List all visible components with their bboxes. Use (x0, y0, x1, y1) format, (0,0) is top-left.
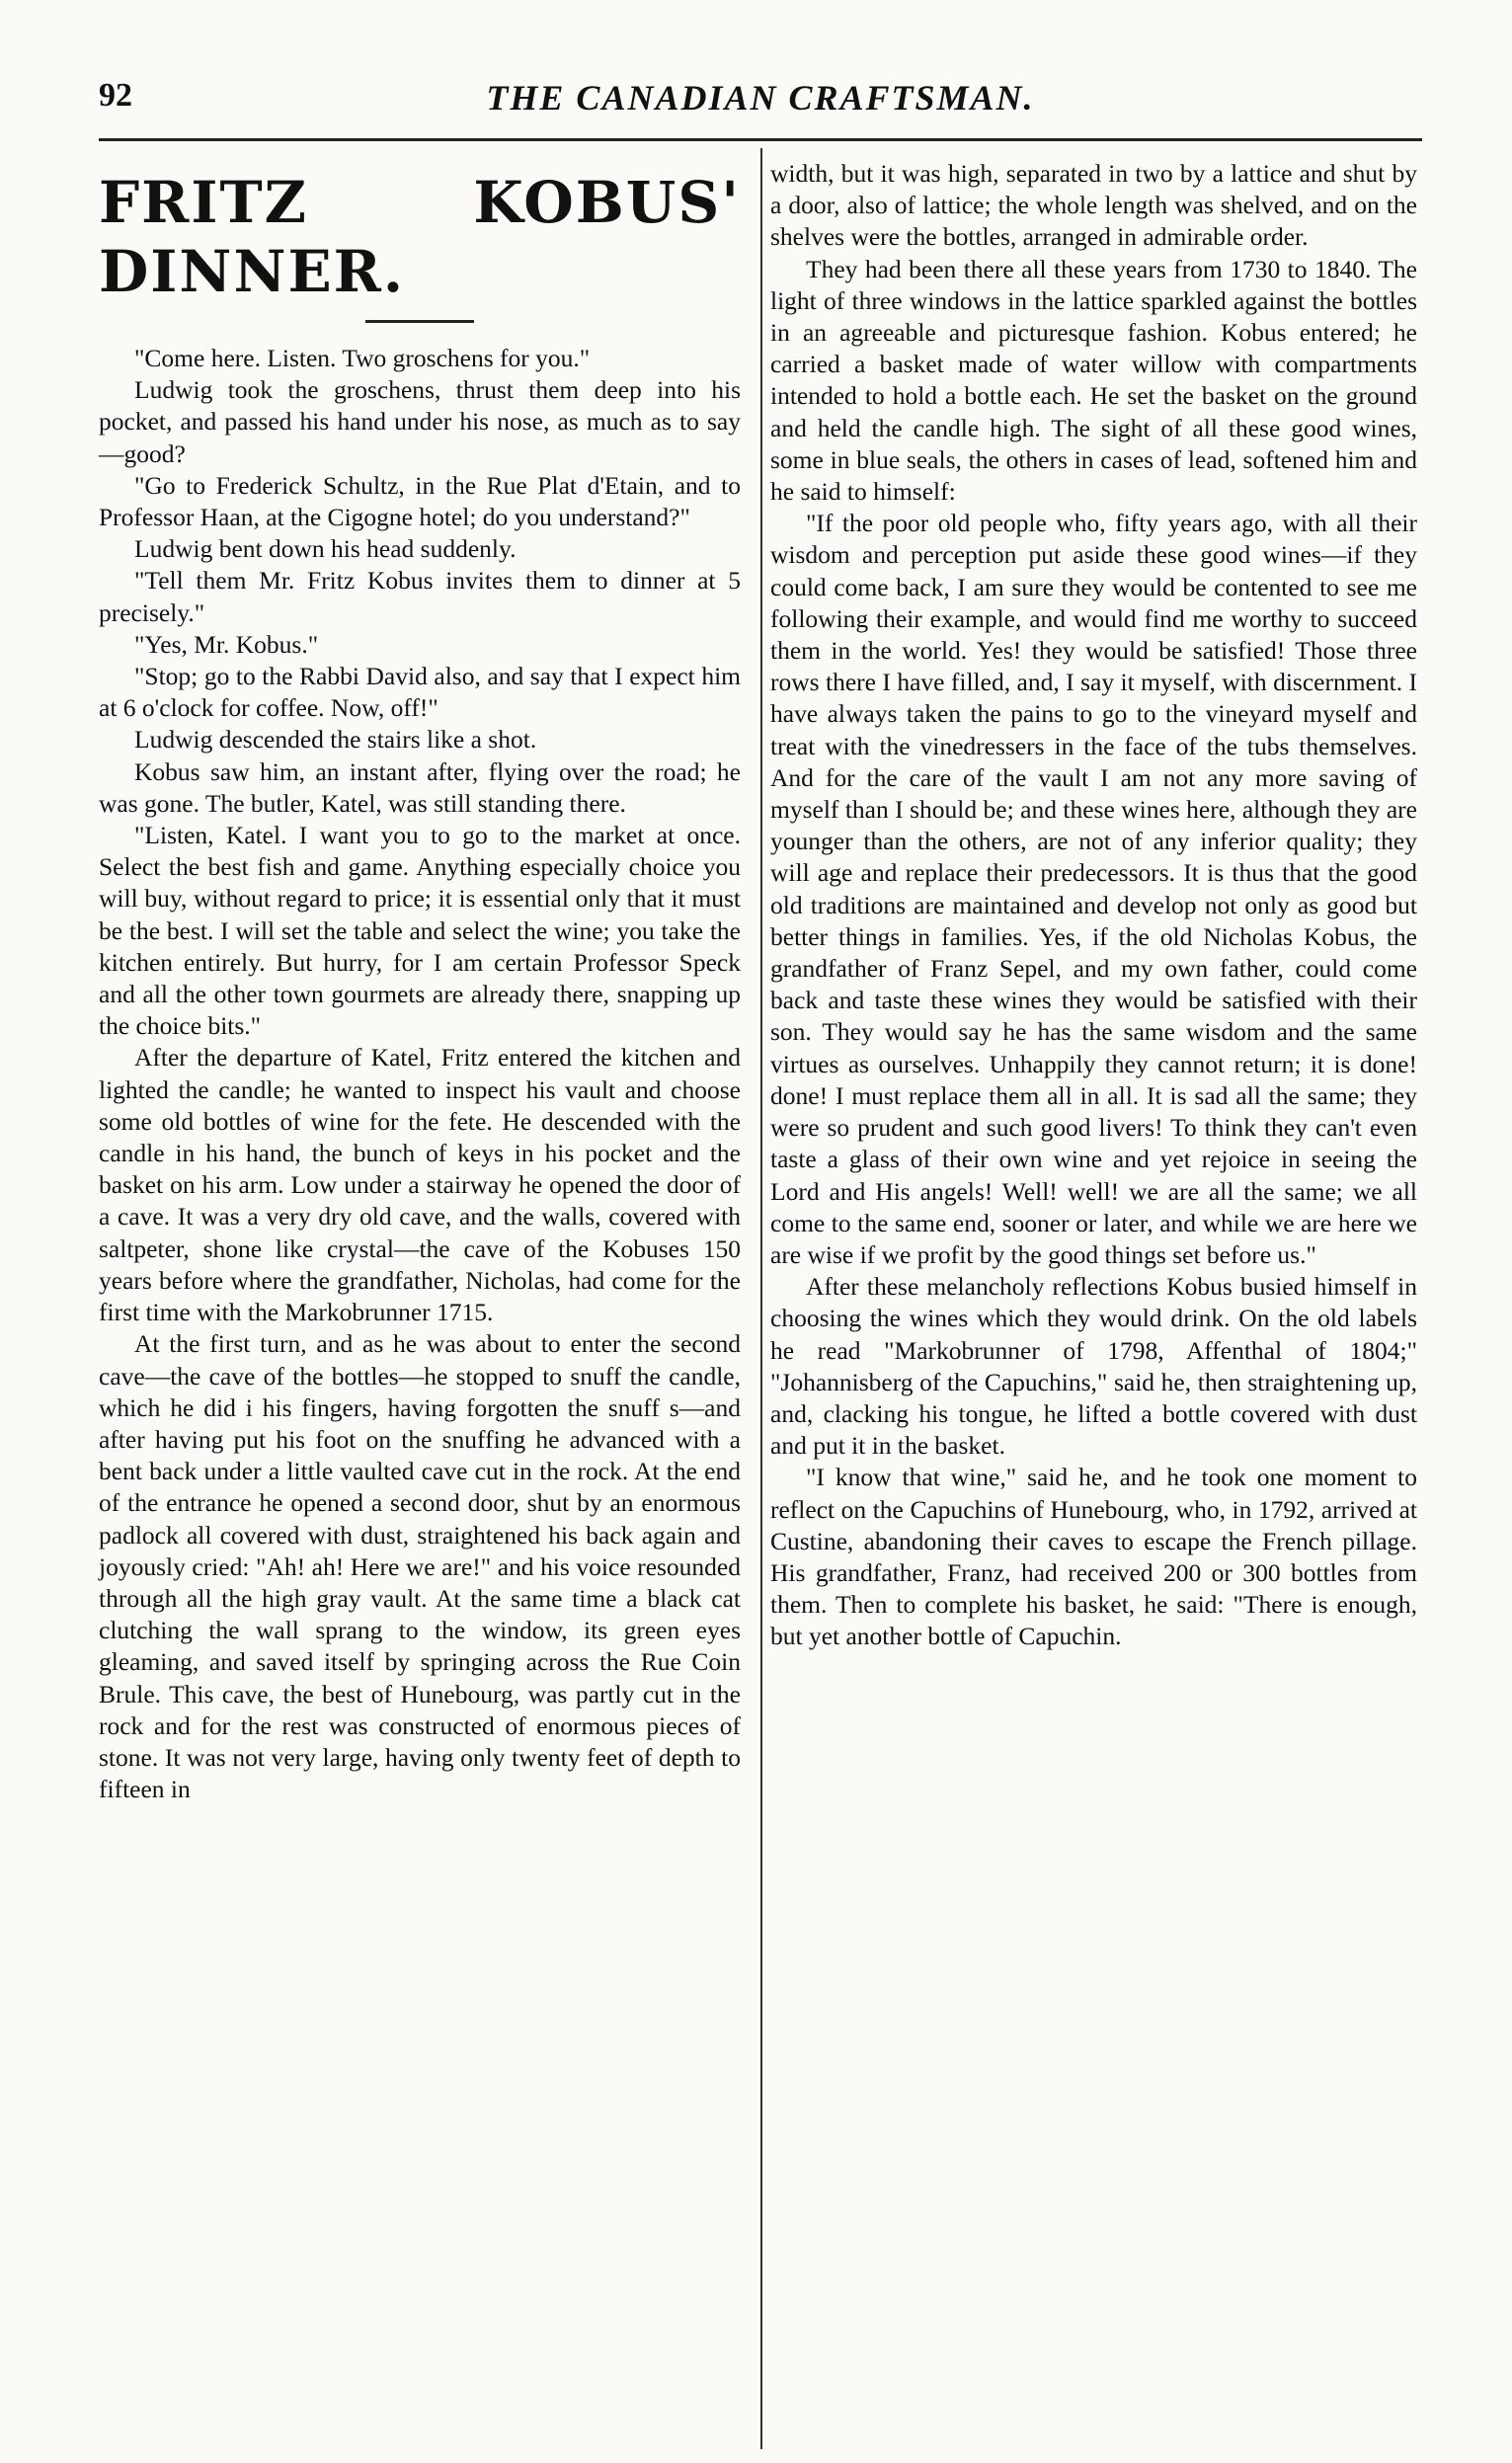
paragraph: width, but it was high, separated in two by a lattice and shut by a door, also of lattice; the whole length was shelved, and on the shelves were the bottles, arranged in admirable order. (770, 159, 1417, 252)
paragraph: Ludwig bent down his head suddenly. (134, 534, 517, 564)
paragraph: Ludwig took the groschens, thrust them deep into his pocket, and passed his hand under his nose, as much as to say—good? (99, 375, 741, 468)
paragraph: After the departure of Katel, Fritz entered the kitchen and lighted the candle; he wanted to inspect his vault and choose some old bottles of wine for the fete. He descended with the candle in his hand, the bunch of keys in his pocket and the basket on his arm. Low under a stairway he opened the door of a cave. It was a very dry old cave, and the walls, covered with saltpeter, shone like crystal—the cave of the Kobuses 150 years before where the grandfather, Nicholas, had come for the first time with the Markobrunner 1715. (99, 1043, 741, 1327)
paragraph: After these melancholy reflections Kobus busied himself in choosing the wines which they would drink. On the old labels he read "Markobrunner of 1798, Affenthal of 1804;" "Johannisberg of the Capuchins," said he, then straightening up, and, clacking his tongue, he lifted a bottle covered with dust and put it in the basket. (770, 1272, 1417, 1461)
running-title: THE CANADIAN CRAFTSMAN. (486, 78, 1035, 118)
paragraph: "Tell them Mr. Fritz Kobus invites them to dinner at 5 precisely." (99, 566, 741, 627)
article-title: FRITZ KOBUS' DINNER. (99, 169, 741, 305)
paragraph: "Yes, Mr. Kobus." (134, 629, 319, 659)
header-rule (99, 138, 1422, 141)
paragraph: Ludwig descended the stairs like a shot. (134, 725, 537, 755)
column-divider (760, 148, 762, 2449)
title-rule (365, 320, 474, 323)
paragraph: "Come here. Listen. Two groschens for you." (134, 344, 591, 372)
paragraph: "Listen, Katel. I want you to go to the market at once. Select the best fish and game. Anything especially choice you will buy, without regard to price; it is essential only that it must be the best. I will set the table and select the wine; you take the kitchen entirely. But hurry, for I am certain Professor Speck and all the other town gourmets are already there, snapping up the choice bits." (99, 821, 741, 1041)
paragraph: Kobus saw him, an instant after, flying over the road; he was gone. The butler, Katel, was still standing there. (99, 756, 741, 818)
paragraph: At the first turn, and as he was about to enter the second cave—the cave of the bottles—he stopped to snuff the candle, which he did i his fingers, having forgotten the snuff s—and after having put his foot on the snuffing he advanced with a bent back under a little vaulted cave cut in the rock. At the end of the entrance he opened a second door, shut by an enormous padlock all covered with dust, straightened his back again and joyously cried: "Ah! ah! Here we are!" and his voice resounded through all the high gray vault. At the same time a black cat clutching the wall sprang to the window, its green eyes gleaming, and saved itself by springing across the Rue Coin Brule. This cave, the best of Hunebourg, was partly cut in the rock and for the rest was constructed of enormous pieces of stone. It was not very large, having only twenty feet of depth to fifteen in (99, 1329, 741, 1804)
paragraph: "I know that wine," said he, and he took one moment to reflect on the Capuchins of Hunebourg, who, in 1792, arrived at Custine, abandoning their caves to escape the French pillage. His grandfather, Franz, had received 200 or 300 bottles from them. Then to complete his basket, he said: "There is enough, but yet another bottle of Capuchin. (770, 1463, 1417, 1651)
page-header (99, 77, 1422, 136)
paragraph: They had been there all these years from 1730 to 1840. The light of three windows in the lattice sparkled against the bottles in an agreeable and picturesque fashion. Kobus entered; he carried a basket made of water willow with compartments intended to hold a bottle each. He set the basket on the ground and held the candle high. The sight of all these good wines, some in blue seals, the others in cases of lead, softened him and he said to himself: (770, 254, 1417, 507)
page-number: 92 (99, 77, 132, 114)
paragraph: "Stop; go to the Rabbi David also, and say that I expect him at 6 o'clock for coffee. Now, off!" (99, 662, 741, 723)
right-column (770, 158, 1417, 1653)
paragraph: "Go to Frederick Schultz, in the Rue Plat d'Etain, and to Professor Haan, at the Cigogne hotel; do you understand?" (99, 470, 741, 532)
paragraph: "If the poor old people who, fifty years ago, with all their wisdom and perception put aside these good wines—if they could come back, I am sure they would be contented to see me following their example, and would find me worthy to succeed them in the world. Yes! they would be satisfied! Those three rows there I have filled, and, I say it myself, with discernment. I have always taken the pains to go to the vineyard myself and treat with the vinedressers in the face of the tubs themselves. And for the care of the vault I am not any more saving of myself than I should be; and these wines here, although they are younger than the others, are not of any inferior quality; they will age and replace their predecessors. It is thus that the good old traditions are maintained and develop not only as good but better things in families. Yes, if the old Nicholas Kobus, the grandfather of Franz Sepel, and my own father, could come back and taste these wines they would be satisfied with their son. They would say he has the same wisdom and the same virtues as ourselves. Unhappily they cannot return; it is done! done! I must replace them all in all. It is sad all the same; they were so prudent and such good livers! To think they can't even taste a glass of their own wine and yet rejoice in seeing the Lord and His angels! Well! well! we are all the same; we all come to the same end, sooner or later, and while we are here we are wise if we profit by the good things set before us." (770, 509, 1417, 1269)
left-column (99, 158, 741, 1805)
